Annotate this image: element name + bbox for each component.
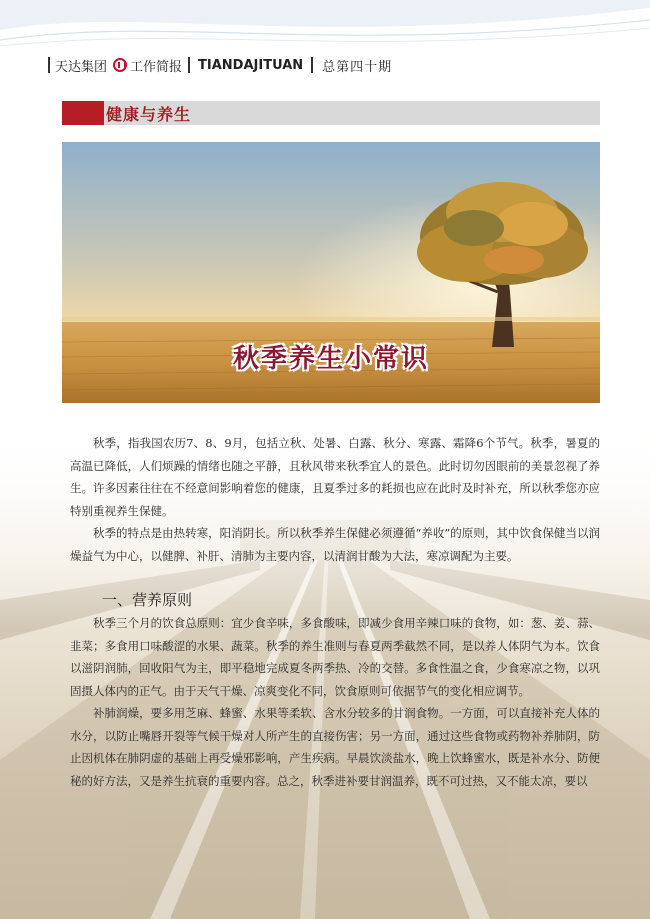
issue-number: 总第四十期 [322,59,393,75]
intro-paragraph-2: 秋季的特点是由热转寒，阳消阴长。所以秋季养生保健必须遵循“养收”的原则，其中饮食保健当以润燥益气为中心，以健脾、补肝、清肺为主要内容，以清润甘酸为大法，寒凉调配为主要。 [70,526,600,563]
header-divider [188,57,190,73]
brand-english: TIANDAJITUAN [198,57,304,73]
brand-name: 天达集团 [55,59,108,75]
intro-paragraph-1: 秋季，指我国农历7、8、9月，包括立秋、处暑、白露、秋分、寒露、霜降6个节气。秋季，暑夏的高温已降低，人们烦躁的情绪也随之平静，且秋风带来秋季宜人的景色。此时切勿因眼前的美景忽视了养生。许多因素往往在不经意间影响着您的健康，且夏季过多的耗损也应在此时及时补充，所以秋季您亦应特别重视养生保健。 [70,436,600,518]
company-logo-icon [113,58,127,72]
nutrition-paragraph-1: 秋季三个月的饮食总原则：宜少食辛味，多食酸味，即减少食用辛辣口味的食物，如：葱、姜、蒜、韭菜；多食用口味酸涩的水果、蔬菜。秋季的养生准则与春夏两季截然不同，是以养人体阴气为本。饮食以滋阴润肺，回收阳气为主，即平稳地完成夏冬两季热、冷的交替。多食性温之食，少食寒凉之物，以巩固摄人体内的正气。由于天气干燥、凉爽变化不同，饮食原则可依据节气的变化相应调节。 [70,616,600,698]
page-header [48,54,608,76]
header-divider [48,57,50,73]
section-subheading: 一、营养原则 [102,591,193,609]
header-divider [311,57,313,73]
header-swoosh [0,0,650,60]
hero-image [62,142,600,403]
section-title: 健康与养生 [106,105,192,124]
bulletin-name: 工作简报 [130,59,183,75]
article-body [70,432,600,792]
section-heading [62,101,600,125]
nutrition-paragraph-2: 补肺润燥，要多用芝麻、蜂蜜、水果等柔软、含水分较多的甘润食物。一方面，可以直接补充人体的水分，以防止嘴唇开裂等气候干燥对人所产生的直接伤害；另一方面，通过这些食物或药物补养肺阴，防止因机体在肺阴虚的基础上再受燥邪影响，产生疾病。早晨饮淡盐水，晚上饮蜂蜜水，既是补水分、防便秘的好方法，又是养生抗衰的重要内容。总之，秋季进补要甘润温养，既不可过热，又不能太凉，要以 [70,706,600,788]
section-accent-block [62,101,104,125]
hero-title: 秋季养生小常识 [232,344,429,374]
